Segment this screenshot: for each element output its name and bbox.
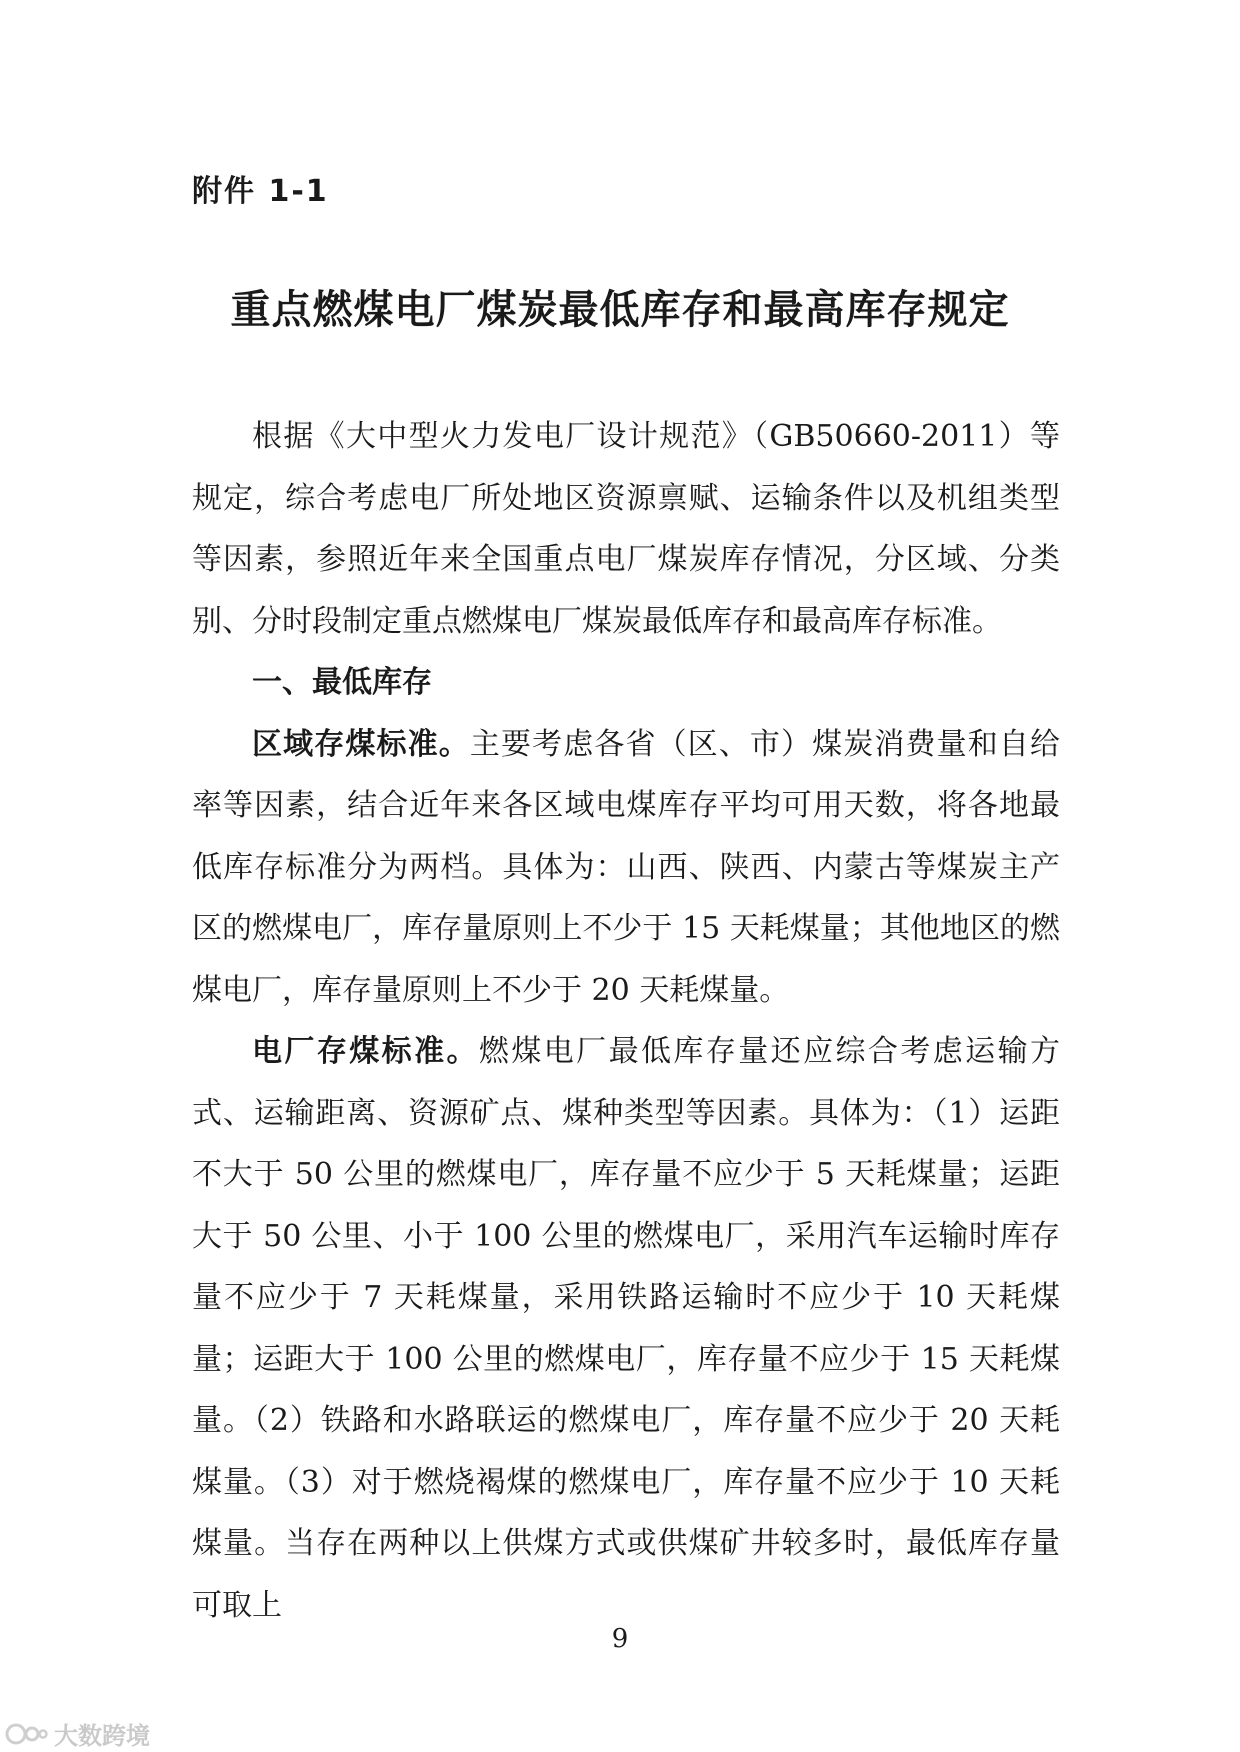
- document-title: 重点燃煤电厂煤炭最低库存和最高库存规定: [230, 287, 1010, 333]
- plant-standard-text: 燃煤电厂最低库存量还应综合考虑运输方式、运输距离、资源矿点、煤种类型等因素。具体为：（1）运距不大于 50 公里的燃煤电厂，库存量不应少于 5 天耗煤量；运距大于 50 公里、小于 100 公里的燃煤电厂，采用汽车运输时库存量不应少于 7 天耗煤量，采用铁路运输时不应少于 10 天耗煤量；运距大于 100 公里的燃煤电厂，库存量不应少于 15 天耗煤量。（2）铁路和水路联运的燃煤电厂，库存量不应少于 20 天耗煤量。（3）对于燃烧褐煤的燃煤电厂，库存量不应少于 10 天耗煤量。当存在两种以上供煤方式或供煤矿井较多时，最低库存量可取上: [192, 1034, 1061, 1623]
- intro-paragraph: 根据《大中型火力发电厂设计规范》（GB50660-2011）等规定，综合考虑电厂所处地区资源禀赋、运输条件以及机组类型等因素，参照近年来全国重点电厂煤炭库存情况，分区域、分类别、分时段制定重点燃煤电厂煤炭最低库存和最高库存标准。: [192, 419, 1060, 639]
- watermark: [4, 1716, 150, 1751]
- page-number: 9: [611, 1624, 629, 1654]
- document-body: [192, 406, 1060, 1636]
- plant-standard-lead: 电厂存煤标准。: [252, 1034, 479, 1069]
- attachment-label: 附件 1-1: [192, 174, 329, 209]
- section-heading-minimum-stock: 一、最低库存: [252, 665, 432, 700]
- regional-standard-lead: 区域存煤标准。: [252, 726, 470, 762]
- logo-icon: [4, 1719, 48, 1749]
- plant-standard-paragraph: [192, 1021, 1060, 1636]
- regional-standard-text: 主要考虑各省（区、市）煤炭消费量和自给率等因素，结合近年来各区域电煤库存平均可用天数，将各地最低库存标准分为两档。具体为：山西、陕西、内蒙古等煤炭主产区的燃煤电厂，库存量原则上不少于 15 天耗煤量；其他地区的燃煤电厂，库存量原则上不少于 20 天耗煤量。: [192, 726, 1061, 1008]
- watermark-text: 大数跨境: [54, 1722, 150, 1750]
- regional-standard-paragraph: [192, 714, 1060, 1022]
